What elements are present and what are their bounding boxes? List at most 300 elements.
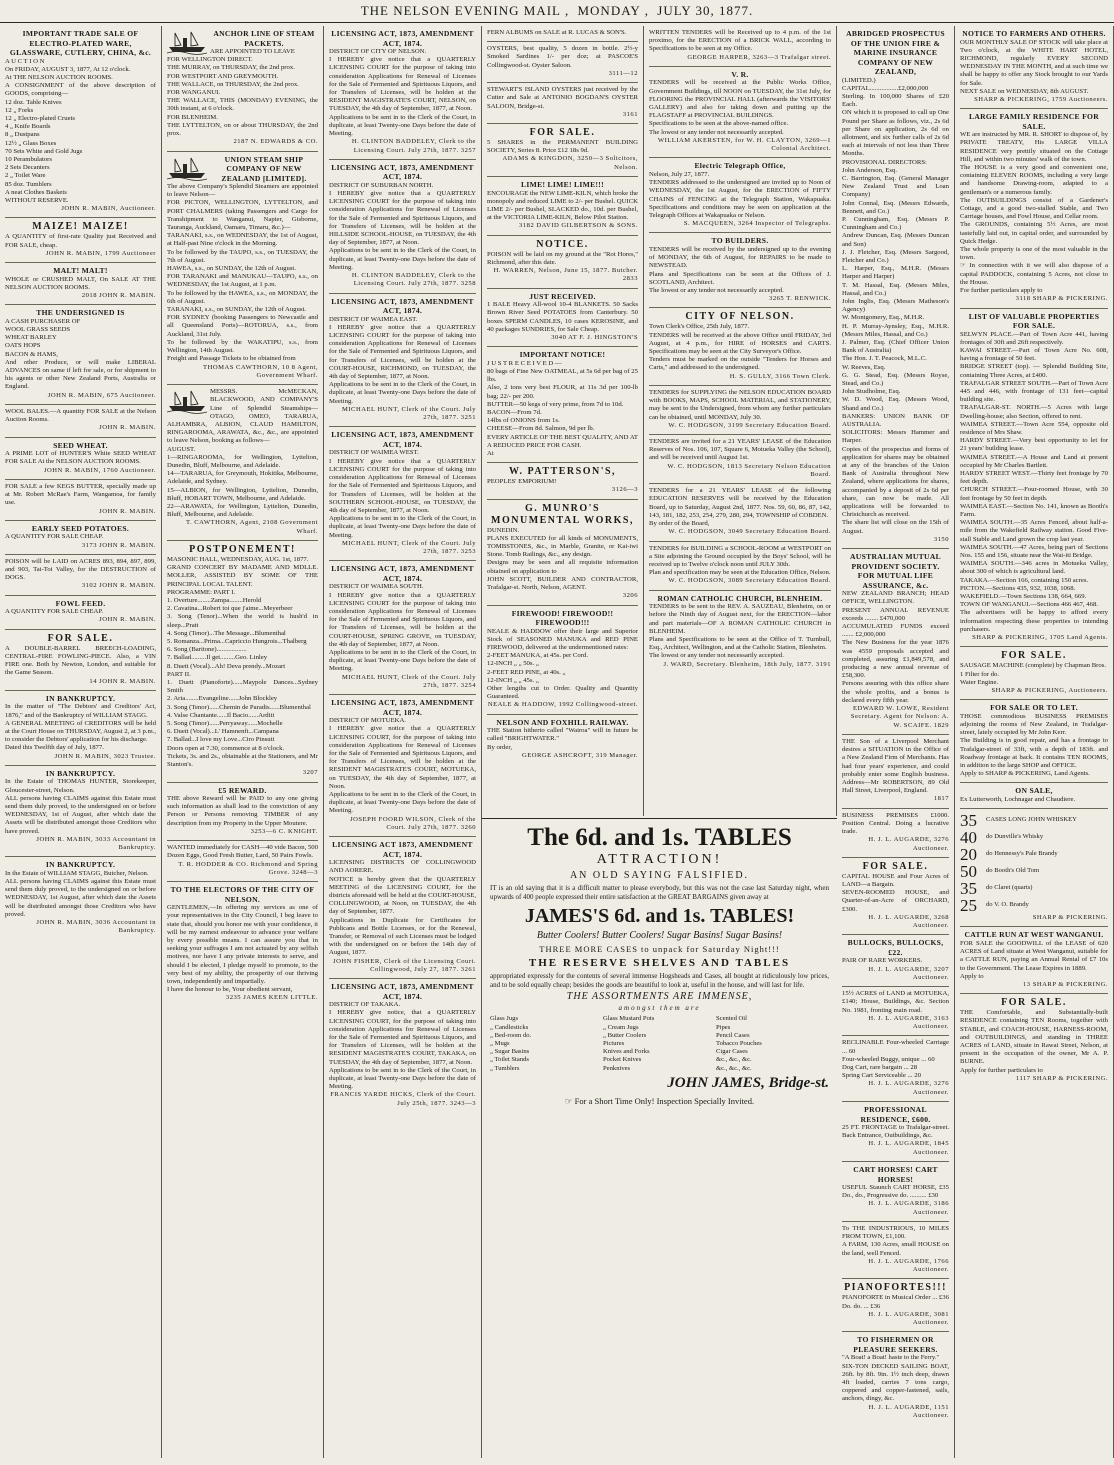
ad-text: GENTLEMEN,—In offering my services as one of your representatives in the City Council, I beg leave to state that, should you honor me with your confidence, it will be my earnest endeavour to advance your welfare by every possible means. I can assure you that in seeking your suffrages I am not actuated by any selfish motives, nor have I any private interests to serve, and should I be elected, I pledge myself to promote, to the very best of my ability, the prosperity of our thriving town, independently and impartially.: [167, 904, 318, 985]
feature-subtitle: ATTRACTION!: [596, 852, 723, 867]
masthead-day: MONDAY: [577, 3, 641, 18]
ad-signature: JOHN R. MABIN, Auctioneer.: [61, 205, 156, 213]
advertisement: [5, 218, 156, 263]
ad-signature: H. J. L. AUGARDE, 3276 Auctioneer.: [868, 1080, 949, 1096]
advertisement: [649, 158, 831, 233]
ad-text: A PRIME LOT of HUNTER'S White SEED WHEAT FOR SALE At the NELSON AUCTION ROOMS.: [5, 450, 156, 466]
advertisement: [960, 994, 1108, 1087]
ad-text: 1 Filter for do.: [960, 670, 1000, 678]
ad-text: J U S T R E C E I V E D —: [487, 359, 562, 367]
advertisement: [5, 555, 156, 596]
ad-text: Tickets, 3s. and 2s., obtainable at the Stationers, and Mr Stanton's.: [167, 752, 318, 769]
advertisement: [5, 630, 156, 691]
advertisement: [5, 26, 156, 218]
spirits-quantity: 35: [960, 879, 977, 899]
ad-signature: H. J. L. AUGARDE, 3163 Auctioneer.: [868, 1014, 949, 1031]
ad-text: I HEREBY give notice that a QUARTERLY LICENSING COURT for the purpose of taking into consideration Applications for Renewal of Licenses for the Sale of Fermented and Spirituous Liquors, and for Transfers of Licenses, will be holden at the SOUTHERN SCHOOL-HOUSE, on TUESDAY, the 4th day of September, 1877, at Noon.: [329, 457, 476, 514]
ad-text: The whole property is one of the most valuable in the town.: [960, 246, 1108, 262]
ad-text: The HOUSE is a very good and convenient one, containing ELEVEN ROOMS, including a very large and handsome Drawing-room, adapted to a gentleman's or a numerous family.: [960, 164, 1108, 196]
ad-signature: THOMAS CAWTHORN, 10 8 Agent, Government Wharf.: [203, 363, 318, 379]
ad-text: TENDERS for BUILDING a SCHOOL-ROOM at WESTPORT on a Site adjoining the Ground occupied by the Boys' School, will be received up to Twelve o'clock noon until JULY 30th.: [649, 544, 831, 568]
advertisement: [167, 882, 318, 1007]
advertisement: [329, 294, 476, 428]
ad-text: JOHN SCOTT, BUILDER AND CONTRACTOR, Trafalgar-st. North, Nelson, AGENT.: [487, 575, 638, 592]
masthead: THE NELSON EVENING MAIL , MONDAY , JULY 30, 1877.: [0, 0, 1114, 23]
ad-text: DISTRICT OF WAIMEA EAST.: [329, 315, 418, 323]
advertisement: [960, 647, 1108, 700]
ad-signature: W. C. HODGSON, 1813 Secretary Nelson Education Board.: [667, 462, 831, 478]
ad-signature: H. J. L. AUGARDE, 3268 Auctioneer.: [868, 913, 949, 930]
spirits-quantity: 25: [960, 896, 977, 916]
steamship-icon: [167, 388, 207, 414]
ad-text: WHOLE or CRUSHED MALT, On SALE AT THE NELSON AUCTION ROOMS.: [5, 275, 156, 291]
ad-text: Applications to be sent in to the Clerk of the Court, in duplicate, at least Twenty-one Days before the date of Meeting.: [329, 515, 476, 539]
advertisement: [167, 541, 318, 783]
ad-heading: JUST RECEIVED.: [529, 291, 596, 301]
column-1: [0, 26, 162, 1458]
ad-signature: H. CLINTON BADDELEY, Clerk to the Licensing Court. July 27th, 1877. 3258: [351, 272, 476, 288]
ad-heading: IMPORTANT TRADE SALE OF ELECTRO-PLATED WARE, GLASSWARE, CUTLERY, CHINA, &c.: [9, 29, 152, 57]
ad-heading: ROMAN CATHOLIC CHURCH, BLENHEIM.: [657, 593, 823, 603]
advertisement: [5, 480, 156, 521]
advertisement: [842, 1036, 949, 1102]
ad-heading: POSTPONEMENT!: [189, 543, 296, 555]
ad-text: DUNEDIN.: [487, 526, 520, 534]
ad-text: A QUANTITY of first-rate Quality just Received and FOR SALE, cheap.: [5, 233, 156, 249]
goods-item: Glass Jugs: [490, 1015, 519, 1023]
ad-text: ALL persons having CLAIMS against this Estate must send them duly proved, to the undersigned on or before WEDNESDAY, 1st of August, after which date the Assets will be distributed amongst those Creditors who have proved.: [5, 794, 156, 835]
goods-item: &c., &c., &c.: [716, 1064, 752, 1072]
advertisement: [649, 484, 831, 541]
ad-text: FOR SYDNEY (booking Passengers to Newcastle and all Queensland Ports)—ROTORUA, s.s., from Auckland, 31st July.: [167, 314, 318, 338]
ad-text: PRESENT ANNUAL REVENUE exceeds ........ £470,000 ACCUMULATED FUNDS exceed ....... £2,000,000: [842, 606, 949, 639]
ad-text: NEW ZEALAND BRANCH; HEAD OFFICE, WELLINGTON.: [842, 590, 949, 606]
ad-text: FERN ALBUMS on SALE at R. LUCAS & SON'S.: [487, 29, 627, 36]
ad-text: THE WALLACE, on THURSDAY, the 2nd prox.: [167, 80, 299, 88]
ad-text: CHEESE—From 8d. Salmon, 9d per lb.: [487, 425, 595, 433]
spirits-quantity: 20: [960, 845, 977, 865]
ad-text: TENDERS addressed to the undersigned are invited up to Noon of WEDNESDAY, the 1st August, for the ERECTION of FIFTY CHAINS of FENCING at the Telegraph Station, Wakapuaka. Specifications and conditions may be seen on application at the Telegraph Offices at Wakapuaka or Nelson.: [649, 179, 831, 219]
ad-text: A GENERAL MEETING of CREDITORS will be held at the Court House on THURSDAY, August 2, at 3 p.m., to consider the Debtors' application for his discharge.: [5, 719, 156, 744]
spirits-signature: SHARP & PICKERING.: [1032, 914, 1108, 922]
advertisement: [329, 26, 476, 160]
ad-signature: 3102 JOHN R. MABIN.: [81, 582, 156, 590]
ad-signature: JOHN R. MABIN, 3036 Accountant in Bankruptcy.: [36, 919, 156, 935]
ad-text: BANKERS: UNION BANK OF AUSTRALIA.: [842, 412, 949, 429]
spirits-row: [960, 880, 1108, 897]
ad-text: THE MURRAY, on THURSDAY, the 2nd prox.: [167, 64, 295, 72]
ad-heading: NELSON AND FOXHILL RAILWAY.: [496, 717, 629, 727]
ad-text: To THE INDUSTRIOUS, 10 MILES FROM TOWN, £1,100.: [842, 1225, 949, 1241]
ad-signature: H. J. L. AUGARDE, 1845 Auctioneer.: [868, 1140, 949, 1156]
ad-heading: LICENSING ACT, 1873, AMENDMENT ACT, 1874.: [331, 296, 474, 316]
advertisement: [5, 521, 156, 555]
masthead-title: THE NELSON EVENING MAIL: [360, 3, 561, 18]
ad-heading: ON SALE,: [1015, 786, 1053, 796]
column-2: [162, 26, 324, 1458]
ad-heading: THE UNDERSIGNED IS: [36, 308, 125, 318]
advertisement: [167, 385, 318, 541]
column-5: [644, 26, 837, 816]
ad-text: PLANS EXECUTED for all kinds of MONUMENTS, TOMBSTONES, &c., in Marble, Granite, or Kai-iwi Stone. Tomb Railings, &c., any design.: [487, 534, 638, 559]
ad-text: Applications to be sent in to the Clerk of the Court, in duplicate, at least Twenty-one Days before the date of Meeting.: [329, 648, 476, 673]
ad-text: WRITTEN TENDERS will be Received up to 4 p.m. of the 1st proximo, for the ERECTION of a BRICK WALL, according to Specifications to be seen at my Office.: [649, 29, 831, 53]
advertisement: [649, 542, 831, 591]
advertisement: [487, 26, 638, 42]
ad-heading: AUSTRALIAN MUTUAL PROVIDENT SOCIETY. FOR MUTUAL LIFE ASSURANCE, &c.: [850, 552, 941, 590]
ad-signature: JOHN R. MABIN.: [99, 616, 156, 624]
advertisement: [649, 435, 831, 484]
ad-signature: 1117 SHARP & PICKERING.: [1015, 1074, 1108, 1082]
ad-text: DISTRICT OF CITY OF NELSON.: [329, 48, 427, 55]
ad-text: FOR WANGANUI.: [167, 89, 221, 97]
ad-heading: Electric Telegraph Office,: [694, 161, 786, 171]
ad-text: WITHOUT RESERVE.: [5, 196, 69, 204]
column-7: [955, 26, 1114, 1458]
steamship-icon: [167, 155, 207, 181]
ad-text: Apply for further particulars to: [960, 1066, 1043, 1074]
ad-heading: LICENSING ACT, 1873, AMENDMENT ACT, 1874.: [331, 162, 474, 182]
ad-signature: 3253—6 C. KNIGHT.: [250, 827, 318, 835]
ad-text: FOR BLENHEIM.: [167, 113, 218, 121]
ad-text: THE Comfortable, and Substantially-built RESIDENCE containing TEN Rooms, together with STABLE, and COACH-HOUSE, HARNESS-ROOM, and OUTBUILDINGS, and standing in THREE ACRES of LAND, situate in Rawai Street, Nelson, at present in the occupation of the owner, Mr A. P. BURNE.: [960, 1009, 1108, 1066]
ad-signature: 3040 AT F. J. HINGSTON'S: [551, 333, 638, 341]
feature-subtitle-2: AN OLD SAYING FALSIFIED.: [569, 870, 750, 881]
ad-text: USEFUL Staunch CART HORSE, £35 Do., do., Progressive do. .......... £30: [842, 1184, 949, 1200]
ad-signature: 3118 SHARP & PICKERING.: [1015, 295, 1108, 303]
ad-text: 25 FT. FRONTAGE to Trafalgar-street. Back Entrance, Outbuildings, &c.: [842, 1124, 949, 1140]
spirits-row: [960, 897, 1108, 914]
ad-text: Applications to be sent in to the Clerk of the Court, in duplicate, at least Twenty-one Days before the date of Meeting.: [329, 113, 476, 138]
advertisement: [5, 857, 156, 939]
ad-signature: 14 JOHN R. MABIN.: [89, 677, 156, 685]
column-6: [837, 26, 955, 1458]
ad-heading: LICENSING ACT, 1873, AMENDMENT ACT, 1874.: [331, 698, 474, 717]
ad-heading: IN BANKRUPTCY.: [45, 860, 116, 870]
advertisement: [842, 1279, 949, 1332]
ad-text: Water Engine.: [960, 678, 999, 686]
advertisement: [487, 606, 638, 715]
column-4: [482, 26, 644, 816]
ad-signature: JOHN FISHER, Clerk of the Licensing Court. Collingwood, July 27, 1877. 3261: [333, 957, 476, 973]
ad-text: Persons assuring with this office share the whole profits, and a bonus is declared every fifth year.: [842, 680, 949, 704]
ad-text: KAWAI STREET.—Part of Town Acre No. 608, having a frontage of 50 feet.: [960, 346, 1108, 363]
advertisement: [487, 715, 638, 764]
ad-signature: 3265 T. RENWICK.: [769, 295, 831, 303]
ad-text: 14—TARARUA, for Greymouth, Hokitika, Melbourne, Adelaide, and Sydney.: [167, 470, 318, 486]
spirits-label: do Claret (quarts): [986, 884, 1033, 892]
ad-text: THE LYTTELTON, on or about THURSDAY, the 2nd prox.: [167, 121, 318, 138]
ad-heading: IMPORTANT NOTICE!: [519, 350, 606, 360]
goods-item: Pocket Knives: [603, 1056, 642, 1064]
ad-heading: FOR SALE.: [862, 860, 929, 872]
advertisement: [842, 735, 949, 809]
ad-text: I HEREBY give notice that a QUARTERLY LICENSING COURT for the purpose of taking into consideration Applications for Renewal of Licenses for the Sale of Fermented and Spirituous Liquors, and for Transfers of Licenses, will be holden at the HILLSIDE SCHOOL-HOUSE, on TUESDAY, the 4th day of September, 1877, at Noon.: [329, 190, 476, 247]
ad-text: FOR SALE the GOODWILL of the LEASE of 620 ACRES of Land situate at West Wanganui, suitable for a CATTLE RUN, paying an Annual Rental of £7 10s to the Government. The Lease Expires in 1889.: [960, 939, 1108, 972]
ad-text: WAIMEA STREET.—Town Acre 554, opposite old residence of Mrs Shaw.: [960, 420, 1108, 437]
goods-item: &c., &c., &c.: [716, 1056, 752, 1064]
ad-text: OYSTERS, best quality, 5 dozen in bottle. 2½-y Smoked Sardines 1/- per doz; at PASCOE'S Collingwood-st. Oyster Saloon.: [487, 45, 638, 69]
ad-text: BUTTER—50 kegs of very prime, from 7d to 10d.: [487, 400, 624, 408]
ad-signature: GEORGE ASHCROFT, 319 Manager.: [521, 751, 638, 759]
ad-signature: 3207: [302, 769, 318, 777]
advertisement: [5, 691, 156, 766]
ad-text: The above Company's Splendid Steamers are appointed to leave Nelson—: [167, 183, 318, 199]
ad-text: A FARM, 130 Acres, small HOUSE on the land, well Fenced.: [842, 1241, 949, 1257]
advertisement: [842, 1332, 949, 1424]
advertisement: [5, 305, 156, 405]
advertisement: [5, 438, 156, 480]
ad-heading: TO BUILDERS.: [711, 236, 769, 246]
advertisement: [960, 109, 1108, 308]
ad-signature: W. C. HODGSON, 3199 Secretary Education Board.: [668, 421, 831, 429]
ad-heading: LICENSING ACT, 1873, AMENDMENT ACT, 1874.: [331, 982, 474, 1001]
ad-text: RECLINABLE Four-wheeled Carriage ... 60 Four-wheeled Buggy, unique ... 60 Dog Cart, rare bargain ... 28 Spring Cart Serviceable ... 20: [842, 1039, 949, 1080]
ad-text: NEXT SALE on WEDNESDAY, 8th AUGUST.: [960, 87, 1089, 95]
ad-text: WOOL BALES.—A quantity FOR SALE at the Nelson Auction Rooms.: [5, 407, 156, 424]
ad-text: 22—ARAWATA, for Wellington, Lyttelton, Dunedin, Bluff, Melbourne, and Adelaide.: [167, 502, 318, 519]
ad-text: BUSINESS PREMISES £1000. Position Central. Doing a lucrative trade.: [842, 811, 949, 836]
goods-item: Glass Mustard Pots: [603, 1015, 655, 1023]
ad-text: TENDERS for SUPPLYING the NELSON EDUCATION BOARD with BOOKS, MAPS, SCHOOL MATERIAL, and STATIONERY, may be sent to the Undersigned, from whom any further particulars can be obtained, until MONDAY, July 30.: [649, 388, 831, 421]
feature-title-2: JAMES'S 6d. and 1s. TABLES!: [524, 905, 795, 928]
ad-heading: BULLOCKS, BULLOCKS, £22.: [847, 938, 944, 957]
ad-text: SEVEN-ROOMED HOUSE, and Quarter-of-an-Acre of ORCHARD, £300.: [842, 889, 949, 913]
ad-text: A QUANTITY FOR SALE CHEAP.: [5, 533, 104, 541]
ad-text: In the matter of "The Debtors' and Creditors' Act, 1876," and of the Bankruptcy of WILLIAM STAGG.: [5, 703, 156, 719]
ad-signature: H. J. L. AUGARDE, 3276 Auctioneer.: [868, 836, 949, 852]
spirits-row: [960, 846, 1108, 863]
ad-text: I HEREBY give notice that a QUARTERLY LICENSING COURT, for the purpose of taking into consideration Applications for Renewal of Licenses for the Sale of Fermented and Spirituous Liquors, and for Transfers of Licenses, will be holden at the RESIDENT MAGISTRATE'S COURT, MOTUEKA, on TUESDAY, the 4th day of September, 1877, at Noon.: [329, 725, 476, 790]
ad-heading: NOTICE TO FARMERS AND OTHERS.: [962, 29, 1106, 38]
ad-text: The New Business for the year 1876 was 4559 proposals accepted and completed, assuring £1,849,578, and producing a new annual revenue of £58,300.: [842, 639, 949, 680]
ad-heading: CITY OF NELSON.: [685, 311, 795, 323]
ad-text: At: [487, 449, 494, 457]
ad-text: HARDY STREET WEST.—Thirty feet frontage by 70 feet depth.: [960, 470, 1108, 486]
ad-text: DISTRICT OF SUBURBAN NORTH.: [329, 181, 434, 189]
ad-text: Plans and Specifications to be seen at the Office of T. Turnbull, Esq., Architect, Wellington, and at the Catholic Station, Blenheim.: [649, 636, 831, 652]
advertisement: [487, 177, 638, 236]
ad-signature: H. J. L. AUGARDE, 3207 Auctioneer.: [868, 965, 949, 981]
goods-item: Pipes: [716, 1023, 731, 1031]
ad-text: The lowest or any tender not necessarily accepted.: [649, 128, 784, 136]
ad-heading: ANCHOR LINE OF STEAM PACKETS.: [213, 29, 315, 48]
ad-text: WE are instructed by MR. R. SHORT to dispose of, by PRIVATE TREATY, His LARGE VILLA RESIDENCE very prettily situated on the Cottage Hill, and within two minutes' walk of the town.: [960, 131, 1108, 163]
spirits-label: do Hennessy's Pale Brandy: [986, 850, 1058, 858]
ad-heading: LICENSING ACT 1873, AMENDMENT ACT, 1874.: [332, 840, 473, 859]
ad-text: 2-FEET MANUKA, at 45s. per Cord. 12-INCH „ „ 50s. „ 2-FEET RED PINE, at 40s. „ 12-INCH „ „ 45s. „: [487, 652, 588, 684]
ad-text: (LIMITED.): [842, 76, 876, 84]
ad-heading: LICENSING ACT, 1873, AMENDMENT ACT, 1874.: [331, 29, 474, 48]
ad-text: 14lbs of ONIONS from 1s.: [487, 417, 560, 425]
ad-text: Other lengths cut to Order. Quality and Quantity Guaranteed.: [487, 685, 638, 701]
ad-text: Copies of the prospectus and forms of application for shares may be obtained at any of the branches of the Union Bank of Australia throughout New Zealand, where applications for shares, accompanied by a deposit of 2s 6d per share, can now be made. All applications will be forwarded to Christchurch as received.: [842, 445, 949, 519]
ad-signature: S. MACQUEEN, 3264 Inspector of Telegraphs.: [683, 220, 831, 228]
advertisement: [329, 160, 476, 294]
ad-heading: FOR SALE OR TO LET.: [990, 703, 1078, 713]
ad-signature: H. J. L. AUGARDE, 3186 Auctioneer.: [868, 1200, 949, 1216]
ad-text: EVERY ARTICLE OF THE BEST QUALITY, AND AT A REDUCED PRICE FOR CASH.: [487, 433, 638, 449]
advertisement: [329, 561, 476, 695]
advertisement: [960, 26, 1108, 109]
ad-text: DISTRICT OF WAIMEA WEST.: [329, 449, 419, 457]
ad-signature: MICHAEL HUNT, Clerk of the Court. July 27th, 1877. 3254: [341, 673, 476, 689]
ad-signature: W. C. HODGSON, 3049 Secretary Education Board.: [668, 528, 831, 536]
ad-text: Town Clerk's Office, 25th July, 1877.: [649, 323, 750, 331]
ad-text: Applications to be sent in to the Clerk of the Court, in duplicate, at least Twenty-one Days before the date of Meeting.: [329, 1066, 476, 1091]
ad-text: I HEREBY give notice that a QUARTERLY LICENSING COURT for the purpose of taking into consideration Applications for Renewal of Licenses for the Sale of Fermented and Spirituous Liquors, and for Transfers of Licenses, will be holden at the RESIDENT MAGISTRATE'S COURT, NELSON, on TUESDAY, the 4th day of September, 1877, at Noon.: [329, 56, 476, 113]
advertisement: [842, 858, 949, 936]
ad-text: THE WALLACE, THIS (MONDAY) EVENING, the 30th instant, at 6 o'clock.: [167, 97, 318, 113]
ad-text: I HEREBY give notice that a QUARTERLY LICENSING COURT for the purpose of taking into consideration Applications for Renewal of Licenses for the Sale of Fermented and Spirituous Liquors, and for Transfers of Licenses, will be holden at the COURT-HOUSE, SPRING GROVE, on TUESDAY, the 4th day of September, 1877, at Noon.: [329, 591, 476, 648]
feature-assortments-sub: amongst them are: [618, 1004, 701, 1013]
spirits-quantity: 35: [960, 811, 977, 831]
advertisement: [5, 596, 156, 630]
ad-signature: 3126—3: [611, 486, 638, 494]
ad-signature: 3206: [622, 592, 638, 600]
ad-text: PAIR OF RARE WORKERS.: [842, 957, 923, 965]
ad-heading: £5 REWARD.: [218, 785, 267, 795]
advertisement: [487, 83, 638, 124]
advertisement: [5, 405, 156, 438]
ad-signature: H. J. L. AUGARDE, 1766 Auctioneer.: [868, 1257, 949, 1274]
feature-text-2: appropriated expressly for the contents of several immense Hogsheads and Cases, all bought at ridiculously low prices, and to be sold equally cheap; besides the goods are beautiful to look at, useful in the house, and will last for life.: [490, 972, 829, 989]
ad-text: The share list will close on the 15th of August.: [842, 519, 949, 535]
ad-text: Apply to: [960, 972, 984, 980]
ad-text: The lowest or any tender not necessarily accepted.: [649, 652, 784, 660]
ad-text: TENDERS will be received by the undersigned up to the evening of MONDAY, the 6th of August, for REPAIRS to be made to NEWSTEAD.: [649, 245, 831, 270]
advertisement: [842, 1162, 949, 1222]
ad-heading: PROFESSIONAL RESIDENCE, £600.: [860, 1105, 931, 1124]
ad-text: WAIMEA STREET.—A House and Land at present occupied by Mr Charles Bartlett.: [960, 453, 1108, 469]
ad-text: FOR SALE a few KEGS BUTTER, specially made up at Mr. Robert McRae's Farm, Wangamoa, for family use.: [5, 482, 156, 507]
ad-text: SELWYN PLACE.—Part of Town Acre 441, having frontages of 30ft and 26ft respectively.: [960, 330, 1108, 346]
ad-signature: JOHN R. MABIN, 1799 Auctioneer: [45, 249, 156, 257]
ad-heading: FIREWOOD! FIREWOOD!! FIREWOOD!!!: [511, 608, 614, 628]
ad-signature: 3150: [933, 535, 949, 543]
ad-text: TAKAKA.—Section 166, containing 150 acres.: [960, 576, 1089, 584]
goods-item: „ Bed-room do.: [490, 1031, 532, 1039]
ad-heading: G. MUNRO'S MONUMENTAL WORKS,: [491, 502, 634, 526]
advertisement: [649, 591, 831, 673]
advertisement: [329, 427, 476, 561]
ad-text: Designs may be seen and all requisite information obtained on application to: [487, 559, 638, 575]
advertisement: [649, 26, 831, 67]
ad-heading: LARGE FAMILY RESIDENCE FOR SALE.: [968, 112, 1100, 131]
advertisement: [487, 289, 638, 348]
ad-text: THE Station hitherto called "Wairoa" will in future be called "BRIGHTWATER.": [487, 727, 638, 743]
ad-text: THE Son of a Liverpool Merchant desires a SITUATION in the Office of a New Zealand Firm of Merchants. Has had four years' experience, and could probably enter some English business. Address—Mr ROBERTSON, 89 Old Hall Street, Liverpool, England.: [842, 737, 949, 795]
advertisement: [5, 263, 156, 305]
ad-text: FOR PICTON, WELLINGTON, LYTTELTON, and PORT CHALMERS (taking Passengers and Cargo for Transhipment to Wanganui, Napier, Gisborne, Tauranga, Auckland, Oamaru, Timaru, &c.)—: [167, 199, 318, 232]
feature-mid: THREE MORE CASES to unpack for Saturday Night!!!: [539, 944, 780, 955]
ad-signature: 2018 JOHN R. MABIN.: [81, 292, 156, 300]
advertisement: [649, 386, 831, 435]
ad-text: TARANAKI, s.s., on WEDNESDAY, the 1st of August, at Half-past Nine o'clock in the Morning.: [167, 232, 318, 248]
ad-text: 15½ ACRES of LAND at MOTUEKA, £140; House, Buildings, &c. Section No. 1981, fronting main road.: [842, 990, 949, 1014]
advertisement: [842, 987, 949, 1036]
ad-text: WAKEFIELD.—Town Sections 138, 664, 669.: [960, 593, 1087, 601]
advertisement: [960, 783, 1108, 809]
ad-signature: GEORGE HARPER, 3263—3 Trafalgar street.: [687, 53, 831, 61]
james-tables-advertisement: [482, 818, 837, 1454]
ad-text: At THE NELSON AUCTION ROOMS.: [5, 73, 113, 81]
ad-text: TENDERS to be sent to the REV. A. SAUZEAU, Blenheim, on or before the Ninth day of August next, for the ERECTION—labor and part materials—OF A ROMAN CATHOLIC CHURCH in BLENHEIM.: [649, 603, 831, 635]
ad-text: To be followed by the TAUPO, s.s., on TUESDAY, the 7th of August.: [167, 248, 318, 264]
goods-list: [490, 1015, 829, 1072]
ad-text: AUGUST.: [167, 445, 196, 453]
ad-signature: T. CAWTHORN, Agent, 2108 Government Wharf.: [185, 519, 318, 535]
ad-heading: NOTICE.: [536, 238, 589, 250]
spirits-label: do Booth's Old Tom: [986, 867, 1040, 875]
ad-text: STEWART'S ISLAND OYSTERS just received by the Cutter and Sale at ANTONIO BOGDAN'S OYSTER SALOON, Bridge-st.: [487, 86, 638, 110]
ad-heading: EARLY SEED POTATOES.: [31, 523, 130, 533]
advertisement: [167, 841, 318, 882]
ad-text: By order,: [487, 743, 512, 751]
advertisement: [5, 766, 156, 858]
ad-signature: MICHAEL HUNT, Clerk of the Court. July 27th, 1877. 3253: [341, 539, 476, 556]
ad-signature: 2187 N. EDWARDS & CO.: [233, 138, 318, 146]
ad-signature: JOHN R. MABIN, 3023 Trustee.: [54, 752, 156, 760]
advertisement: [487, 236, 638, 289]
goods-item: „ Mugs: [490, 1039, 510, 1047]
ad-heading: FOR SALE.: [1001, 650, 1067, 662]
ad-text: TRAFALGAR STREET SOUTH.—Part of Town Acre 445 and 446, with frontage of 131 feet—capital building site.: [960, 379, 1108, 404]
ad-heading: FOR SALE.: [1001, 997, 1067, 1009]
spirits-quantity: 40: [960, 828, 977, 848]
ad-text: TENDERS will be received at the Public Works Office, Government Buildings, till NOON on TUESDAY, the 31st July, for FLOORING the PROVINCIAL HALL (afterwards the VISITORS' GALLERY) and also for taking down and putting up the FLAGSTAFF at PROVINCIAL BUILDINGS.: [649, 79, 831, 120]
ad-signature: H. J. L. AUGARDE, 3081 Auctioneer.: [868, 1310, 949, 1327]
ad-text: POISON will be LAID on ACRES 893, 894, 897, 899, and 903, Tai-Toi Valley, for the DESTRUCTION of DOGS.: [5, 557, 156, 582]
ad-text: MASONIC HALL, WEDNESDAY, AUG. 1st, 1877.: [167, 555, 309, 563]
ad-text: TENDERS are invited for a 21 YEARS' LEASE of the Education Reserves of Nos. 106, 107, Square 6, Motueka Valley (the School), and will be received until August 1st.: [649, 438, 831, 462]
ad-signature: JOHN R. MABIN, 675 Auctioneer.: [47, 391, 156, 399]
ad-text: The advertisers will be happy to afford every information respecting these properties to intending purchasers.: [960, 609, 1108, 633]
ad-text: On FRIDAY, AUGUST 3, 1877, At 12 o'clock.: [5, 65, 131, 73]
masthead-date: JULY 30, 1877.: [657, 3, 754, 18]
ad-heading: V. R.: [731, 69, 749, 79]
advertisement: [649, 308, 831, 386]
ad-signature: W. C. HODGSON, 3089 Secretary Education Board.: [668, 577, 831, 585]
ad-text: "A Boat! a Boat! haste to the Ferry.": [842, 1354, 940, 1362]
goods-item: Pencil Cases: [716, 1031, 750, 1039]
ad-text: Ex Lutterworth, Lochnagar and Chaudiere.: [960, 795, 1076, 803]
ad-heading: IN BANKRUPTCY.: [45, 693, 116, 703]
ad-text: WAIMEA EAST.—Section No. 141, known as Booth's Farm.: [960, 502, 1108, 519]
advertisement: [487, 124, 638, 177]
ad-signature: MICHAEL HUNT, Clerk of the Court. July 27th, 1877. 3251: [341, 405, 476, 422]
ad-text: I HEREBY give notice that a QUARTERLY LICENSING COURT for the purpose of taking into consideration Applications for Renewal of Licenses for the Sale of Fermented and Spirituous Liquors, and for Transfers of Licenses, will be holden at the COURT-HOUSE, RICHMOND, on TUESDAY, the 4th day of September, 1877, at Noon.: [329, 323, 476, 381]
ad-text: To be followed by the HAWEA, s.s., on MONDAY, the 6th of August.: [167, 289, 318, 305]
ad-text: WAIMEA SOUTH.—35 Acres Fenced, about half-a-mile from the Wakefield Railway station. Good Five-stall Stable and Land grown the crop last year.: [960, 519, 1108, 543]
ad-text: I HEREBY give notice, that a QUARTERLY LICENSING COURT, for the purpose of taking into consideration Applications for Renewal of Licenses for the Sale of Fermented and Spirituous Liquors, and for Transfers of Licenses, will be holden at the RESIDENT MAGISTRATE'S COURT, TAKAKA, on TUESDAY, the 4th day of September, 1877, at Noon.: [329, 1009, 476, 1066]
advertisement: [487, 500, 638, 606]
ad-signature: JOHN R. MABIN, 1760 Auctioneer.: [43, 466, 156, 474]
ad-text: TENDERS will be received at the above Office until FRIDAY, 3rd August, at 4 p.m., for HIRE of HORSES and CARTS. Specifications may be seen at the City Surveyor's Office.: [649, 331, 831, 356]
ad-heading: IN BANKRUPTCY.: [45, 768, 116, 778]
goods-item: Penknives: [603, 1064, 631, 1072]
ad-signature: 13 SHARP & PICKERING.: [1023, 980, 1108, 988]
advertisement: [842, 935, 949, 987]
ad-text: Applications to be sent in to the Clerk of the Court, in duplicate, at least Twenty-one Days before the date of Meeting.: [329, 790, 476, 815]
ad-text: CAPITAL HOUSE and Four Acres of LAND—a Bargain.: [842, 872, 949, 889]
ad-text: Apply to SHARP & PICKERING, Land Agents.: [960, 770, 1090, 778]
feature-title: The 6d. and 1s. TABLES: [527, 824, 792, 851]
goods-item: „ Toilet Stands: [490, 1056, 529, 1064]
ad-text: WAIMEA SOUTH.—47 Acres, being part of Sections Nos. 155 and 156, situate near the Wai-iti Bridge.: [960, 543, 1108, 560]
spirits-list: [960, 809, 1108, 927]
ad-signature: H. S. GULLY, 3166 Town Clerk.: [729, 372, 831, 380]
